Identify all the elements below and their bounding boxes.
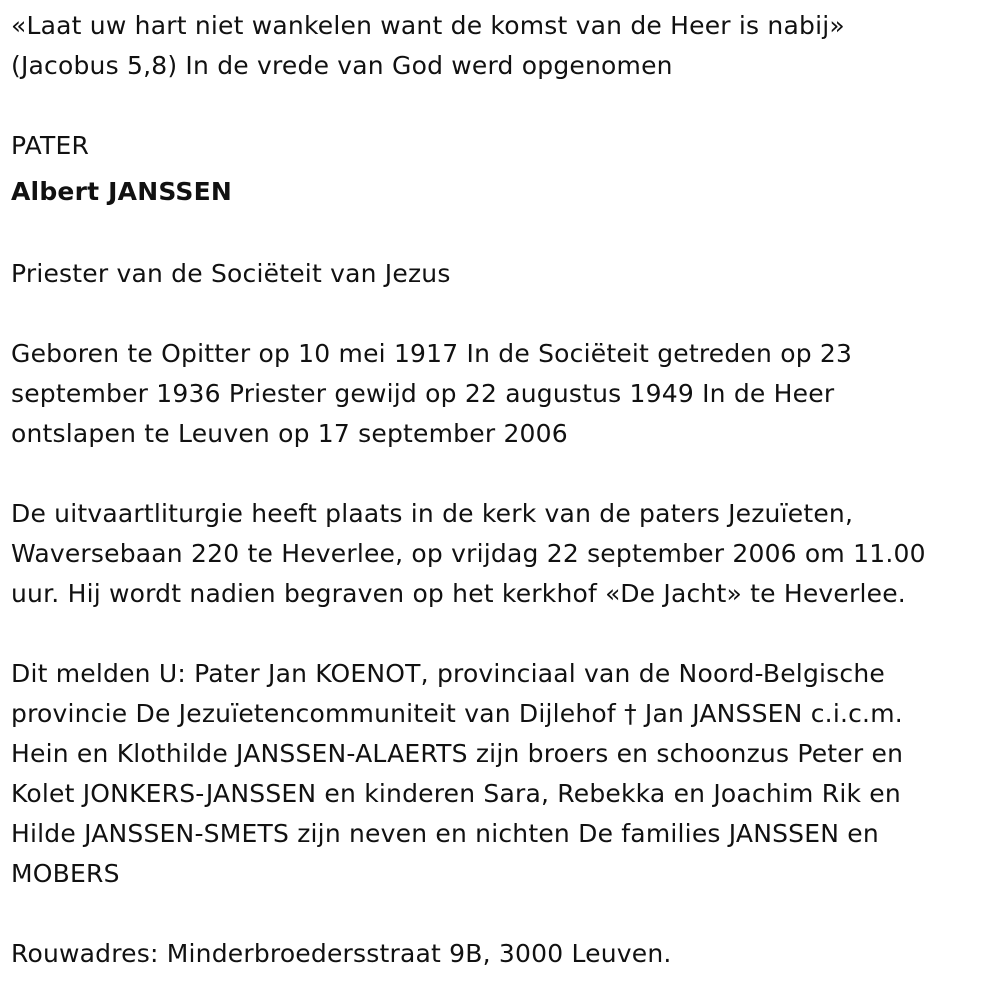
spacer	[11, 894, 986, 934]
announcers-paragraph: Dit melden U: Pater Jan KOENOT, provinciaal van de Noord-Belgische provincie De Jezuïetencommuniteit van Dijlehof † Jan JANSSEN c.i.c.m. Hein en Klothilde JANSSEN-ALAERTS zijn broers en schoonzus Peter en Kolet JONKERS-JANSSEN en kinderen Sara, Rebekka en Joachim Rik en Hilde JANSSEN-SMETS zijn neven en nichten De families JANSSEN en MOBERS	[11, 659, 904, 888]
spacer	[11, 86, 986, 126]
spacer	[11, 454, 986, 494]
funeral-paragraph: De uitvaartliturgie heeft plaats in de kerk van de paters Jezuïeten, Waversebaan 220 te Heverlee, op vrijdag 22 september 2006 om 11.00 uur. Hij wordt nadien begraven op het kerkhof «De Jacht» te Heverlee.	[11, 499, 926, 608]
biography-paragraph: Geboren te Opitter op 10 mei 1917 In de Sociëteit getreden op 23 september 1936 Priester gewijd op 22 augustus 1949 In de Heer ontslapen te Leuven op 17 september 2006	[11, 339, 853, 448]
deceased-name: Albert JANSSEN	[11, 177, 233, 206]
spacer	[11, 294, 986, 334]
deceased-role: Priester van de Sociëteit van Jezus	[11, 259, 451, 288]
mourning-address: Rouwadres: Minderbroedersstraat 9B, 3000 Leuven.	[11, 939, 672, 968]
obituary-notice	[11, 6, 986, 974]
bible-quote-line-2: (Jacobus 5,8) In de vrede van God werd opgenomen	[11, 51, 673, 80]
spacer	[11, 218, 986, 254]
bible-quote-line-1: «Laat uw hart niet wankelen want de komst van de Heer is nabij»	[11, 11, 845, 40]
spacer	[11, 614, 986, 654]
deceased-title: PATER	[11, 131, 90, 160]
